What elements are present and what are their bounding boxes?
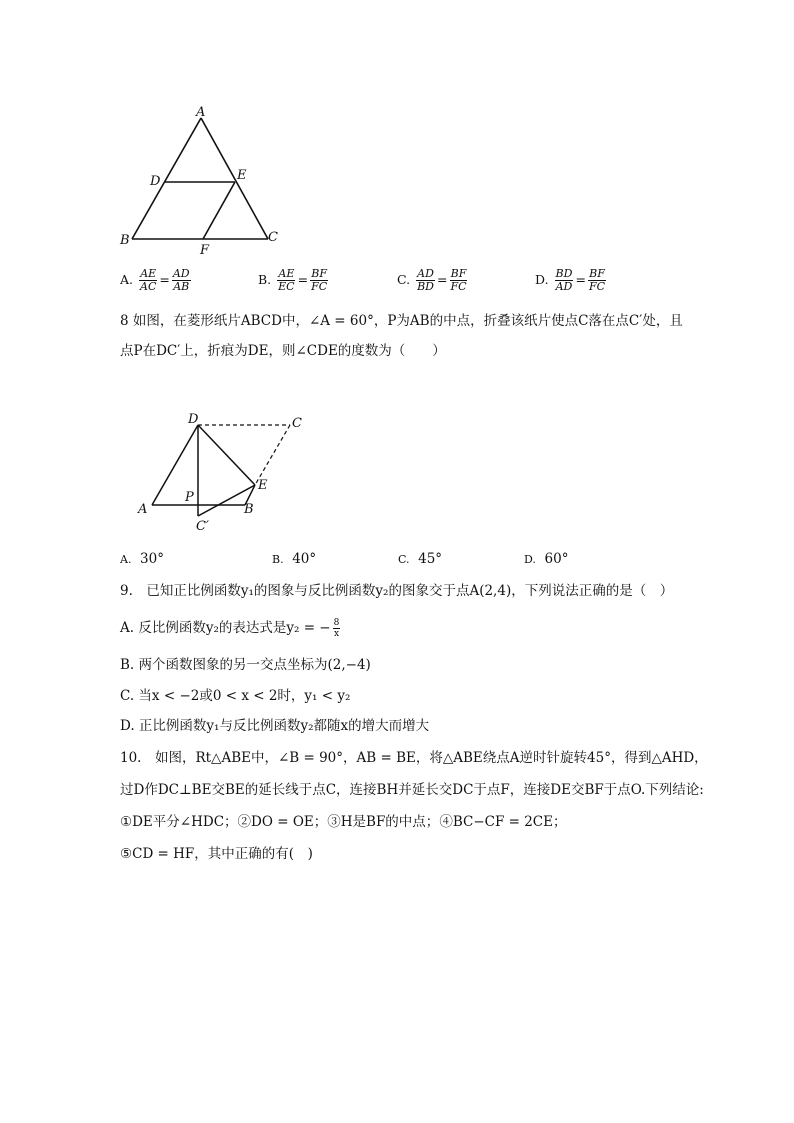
q8-line1: 8 如图，在菱形纸片ABCD中，∠A = 60°，P为AB的中点，折叠该纸片使点C落在点C′处，且	[120, 313, 683, 329]
label-E2: E	[258, 478, 268, 493]
q8-option-a: A. 30°	[120, 551, 164, 567]
q9-stem: 9. 已知正比例函数y₁的图象与反比例函数y₂的图象交于点A(2,4)，下列说法正确的是（ ）	[120, 583, 674, 599]
q8-option-d: D. 60°	[524, 551, 569, 567]
label-E: E	[237, 168, 247, 183]
q7-option-c: C. $\frac{AD}{BD}$ = $\frac{BF}{FC}$	[397, 267, 467, 293]
label-A: A	[196, 105, 206, 120]
q8-option-c: C. 45°	[398, 551, 443, 567]
q7-option-a: A. $\frac{AE}{AC}$ = $\frac{AD}{AB}$	[120, 267, 190, 293]
q9-option-b: B. 两个函数图象的另一交点坐标为(2,−4)	[120, 657, 371, 673]
label-A2: A	[138, 502, 148, 517]
q8-line2: 点P在DC′上，折痕为DE，则∠CDE的度数为（ ）	[120, 343, 446, 359]
q7-option-b: B. $\frac{AE}{EC}$ = $\frac{BF}{FC}$	[258, 267, 328, 293]
q10-line2: 过D作DC⊥BE交BE的延长线于点C，连接BH并延长交DC于点F，连接DE交BF于点O.下列结论:	[120, 782, 704, 798]
label-C: C	[268, 230, 278, 245]
label-B: B	[120, 233, 130, 248]
q9-option-d: D. 正比例函数y₁与反比例函数y₂都随x的增大而增大	[120, 718, 430, 734]
q10-line1: 10. 如图，Rt△ABE中，∠B = 90°，AB = BE，将△ABE绕点A逆时针旋转45°，得到△AHD，	[120, 750, 708, 766]
label-C2: C	[292, 416, 302, 431]
label-Cprime: C′	[196, 519, 209, 534]
q10-conclusions-row1: ①DE平分∠HDC；②DO = OE；③H是BF的中点；④BC−CF = 2CE；	[120, 814, 567, 830]
rhombus-figure	[130, 405, 320, 535]
label-P: P	[185, 490, 194, 505]
q10-conclusions-row2: ⑤CD = HF，其中正确的有( )	[120, 846, 313, 862]
q9-option-c: C. 当x < −2或0 < x < 2时，y₁ < y₂	[120, 688, 351, 704]
label-B2: B	[244, 502, 254, 517]
label-D: D	[150, 174, 161, 189]
label-D2: D	[188, 412, 199, 427]
q7-option-d: D. $\frac{BD}{AD}$ = $\frac{BF}{FC}$	[535, 267, 605, 293]
label-F: F	[200, 243, 210, 258]
q9-option-a: A. 反比例函数y₂的表达式是y₂ = − $\frac{8}{x}$	[120, 618, 340, 639]
triangle-figure	[110, 100, 300, 260]
q8-option-b: B. 40°	[272, 551, 317, 567]
